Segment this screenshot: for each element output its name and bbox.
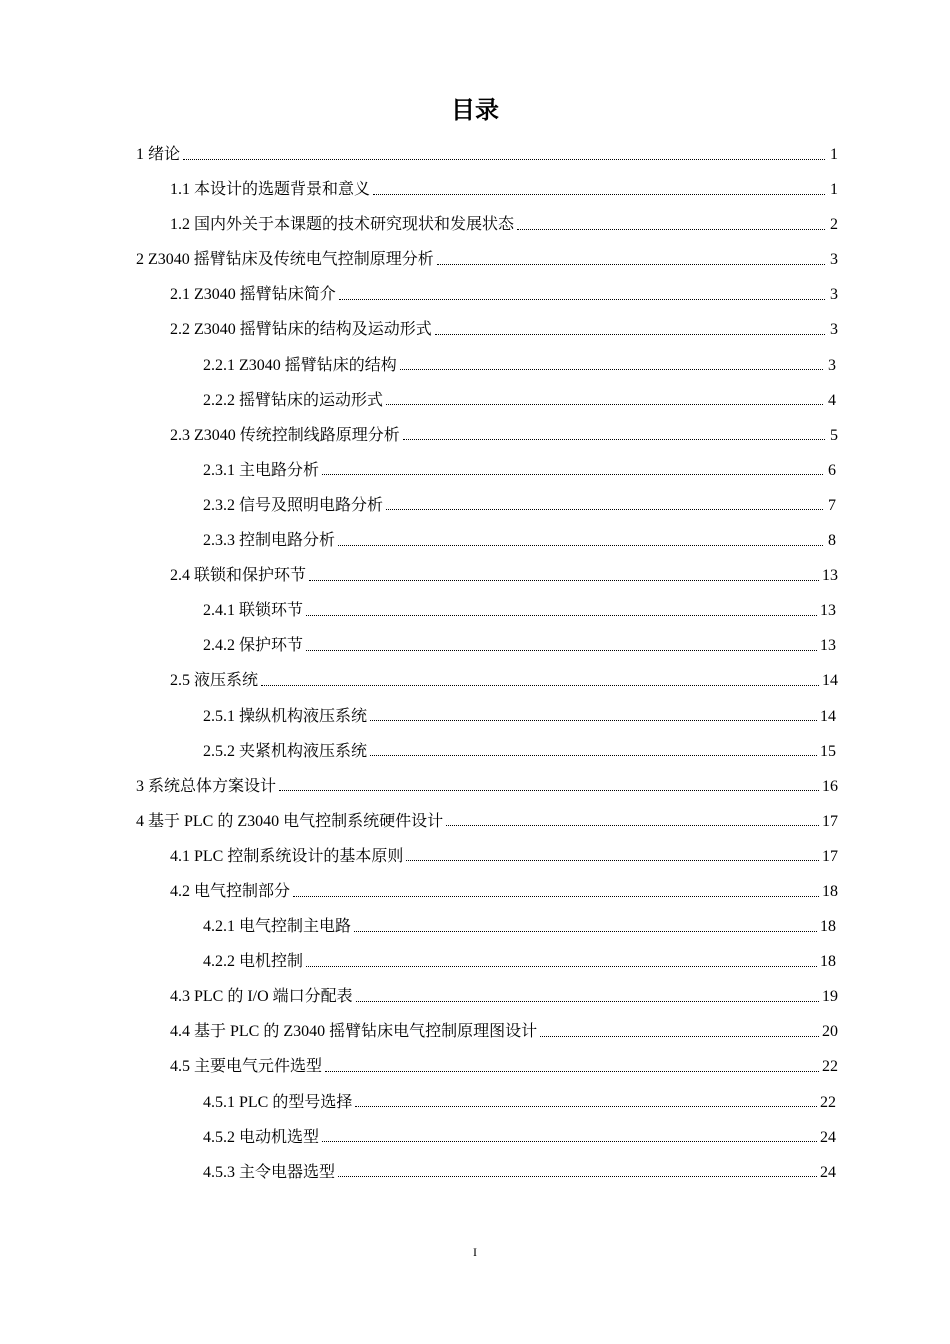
dot-leader [446,812,819,830]
toc-entry-page: 15 [820,742,836,760]
dot-leader [306,637,817,655]
toc-entry-title: 4.1 PLC 控制系统设计的基本原则 [170,847,404,865]
toc-entry-page: 8 [828,532,836,550]
dot-leader [406,847,819,865]
toc-entry-title: 2.3.1 主电路分析 [203,461,320,479]
toc-entry[interactable] [0,137,950,172]
toc-entry-page: 1 [830,146,838,163]
dot-leader [370,742,817,760]
toc-entry-title: 4.2.1 电气控制主电路 [203,918,352,936]
toc-entry-title: 2.2.2 摇臂钻床的运动形式 [203,391,384,409]
toc-entry-title: 3 系统总体方案设计 [136,777,277,795]
toc-entry[interactable] [0,242,950,277]
toc-entry-page: 24 [820,1128,836,1146]
toc-entry[interactable] [0,769,950,804]
toc-entry-page: 3 [830,251,838,269]
dot-leader [517,216,825,234]
toc-entry[interactable] [0,1014,950,1049]
toc-entry-page: 22 [820,1093,836,1111]
toc-entry-title: 2.2.1 Z3040 摇臂钻床的结构 [203,356,397,374]
toc-list [0,137,950,1190]
dot-leader [293,883,819,901]
toc-entry-title: 4.5.2 电动机选型 [203,1128,320,1146]
toc-entry-page: 19 [822,988,838,1006]
toc-entry[interactable] [0,348,950,383]
toc-entry[interactable] [0,1085,950,1120]
toc-entry[interactable] [0,699,950,734]
toc-entry-page: 17 [822,812,838,830]
toc-entry-title: 4.5.1 PLC 的型号选择 [203,1093,353,1111]
toc-entry[interactable] [0,979,950,1014]
toc-entry[interactable] [0,488,950,523]
toc-entry-page: 20 [822,1023,838,1041]
dot-leader [306,602,817,620]
toc-entry[interactable] [0,874,950,909]
toc-entry[interactable] [0,593,950,628]
toc-entry-page: 5 [830,426,838,444]
dot-leader [403,426,825,444]
dot-leader [437,251,825,269]
dot-leader [386,391,823,409]
toc-entry[interactable] [0,383,950,418]
dot-leader [322,1128,817,1146]
toc-entry-title: 2.2 Z3040 摇臂钻床的结构及运动形式 [170,321,432,339]
toc-entry-page: 24 [820,1163,836,1181]
toc-entry-page: 18 [822,882,838,900]
toc-entry-title: 2 Z3040 摇臂钻床及传统电气控制原理分析 [136,251,434,269]
toc-entry-page: 3 [830,321,838,339]
toc-entry[interactable] [0,663,950,698]
dot-leader [370,707,817,725]
toc-entry-title: 2.5.1 操纵机构液压系统 [203,707,368,725]
toc-entry-page: 1 [830,181,838,199]
dot-leader [309,567,819,585]
toc-entry-title: 2.4 联锁和保护环节 [170,567,307,585]
toc-entry-title: 2.3.3 控制电路分析 [203,532,336,550]
toc-entry-title: 2.4.1 联锁环节 [203,602,304,620]
toc-entry[interactable] [0,839,950,874]
toc-entry-title: 2.5.2 夹紧机构液压系统 [203,742,368,760]
toc-entry-page: 13 [822,567,838,585]
toc-entry-title: 2.4.2 保护环节 [203,637,304,655]
toc-entry-title: 1 绪论 [136,146,181,163]
dot-leader [355,1093,817,1111]
toc-entry-page: 14 [822,672,838,690]
toc-entry-page: 13 [820,637,836,655]
dot-leader [400,356,823,374]
toc-entry-page: 7 [828,496,836,514]
toc-entry[interactable] [0,418,950,453]
toc-entry[interactable] [0,207,950,242]
dot-leader [435,321,825,339]
toc-entry[interactable] [0,312,950,347]
toc-entry-page: 3 [828,356,836,374]
toc-entry-page: 22 [822,1058,838,1076]
toc-entry[interactable] [0,172,950,207]
toc-entry-title: 2.5 液压系统 [170,672,259,690]
dot-leader [354,918,817,936]
toc-entry[interactable] [0,944,950,979]
toc-entry-page: 6 [828,461,836,479]
toc-entry-title: 2.3 Z3040 传统控制线路原理分析 [170,426,400,444]
dot-leader [373,181,825,199]
dot-leader [386,496,823,514]
toc-entry[interactable] [0,1155,950,1190]
toc-entry[interactable] [0,523,950,558]
toc-entry-page: 2 [830,216,838,234]
dot-leader [325,1058,819,1076]
toc-entry[interactable] [0,909,950,944]
toc-entry-page: 14 [820,707,836,725]
toc-title: 目录 [451,96,499,124]
toc-entry[interactable] [0,734,950,769]
toc-entry-page: 16 [822,777,838,795]
toc-entry[interactable] [0,277,950,312]
dot-leader [356,988,819,1006]
toc-entry-page: 18 [820,953,836,971]
toc-entry-title: 4.4 基于 PLC 的 Z3040 摇臂钻床电气控制原理图设计 [170,1023,538,1041]
toc-entry[interactable] [0,804,950,839]
toc-entry[interactable] [0,453,950,488]
dot-leader [540,1023,819,1041]
toc-entry-title: 4.2.2 电机控制 [203,953,304,971]
dot-leader [339,286,825,304]
toc-entry-page: 3 [830,286,838,304]
toc-entry-page: 17 [822,847,838,865]
dot-leader [279,777,819,795]
toc-entry-title: 4 基于 PLC 的 Z3040 电气控制系统硬件设计 [136,812,444,830]
page-number: I [473,1245,477,1259]
toc-entry-title: 1.1 本设计的选题背景和意义 [170,181,371,199]
toc-entry-title: 2.3.2 信号及照明电路分析 [203,496,384,514]
toc-entry-title: 2.1 Z3040 摇臂钻床简介 [170,286,336,304]
toc-entry[interactable] [0,628,950,663]
dot-leader [322,461,823,479]
toc-entry-title: 4.5.3 主令电器选型 [203,1163,336,1181]
toc-entry[interactable] [0,558,950,593]
toc-entry-title: 4.3 PLC 的 I/O 端口分配表 [170,988,353,1006]
toc-entry-title: 4.2 电气控制部分 [170,882,291,900]
toc-entry-page: 18 [820,918,836,936]
dot-leader [338,532,823,550]
toc-entry-title: 1.2 国内外关于本课题的技术研究现状和发展状态 [170,216,515,234]
dot-leader [338,1163,817,1181]
dot-leader [183,146,825,164]
toc-entry-page: 4 [828,391,836,409]
toc-entry[interactable] [0,1120,950,1155]
dot-leader [306,953,817,971]
toc-entry[interactable] [0,1049,950,1084]
toc-entry-page: 13 [820,602,836,620]
dot-leader [261,672,819,690]
toc-entry-title: 4.5 主要电气元件选型 [170,1058,323,1076]
